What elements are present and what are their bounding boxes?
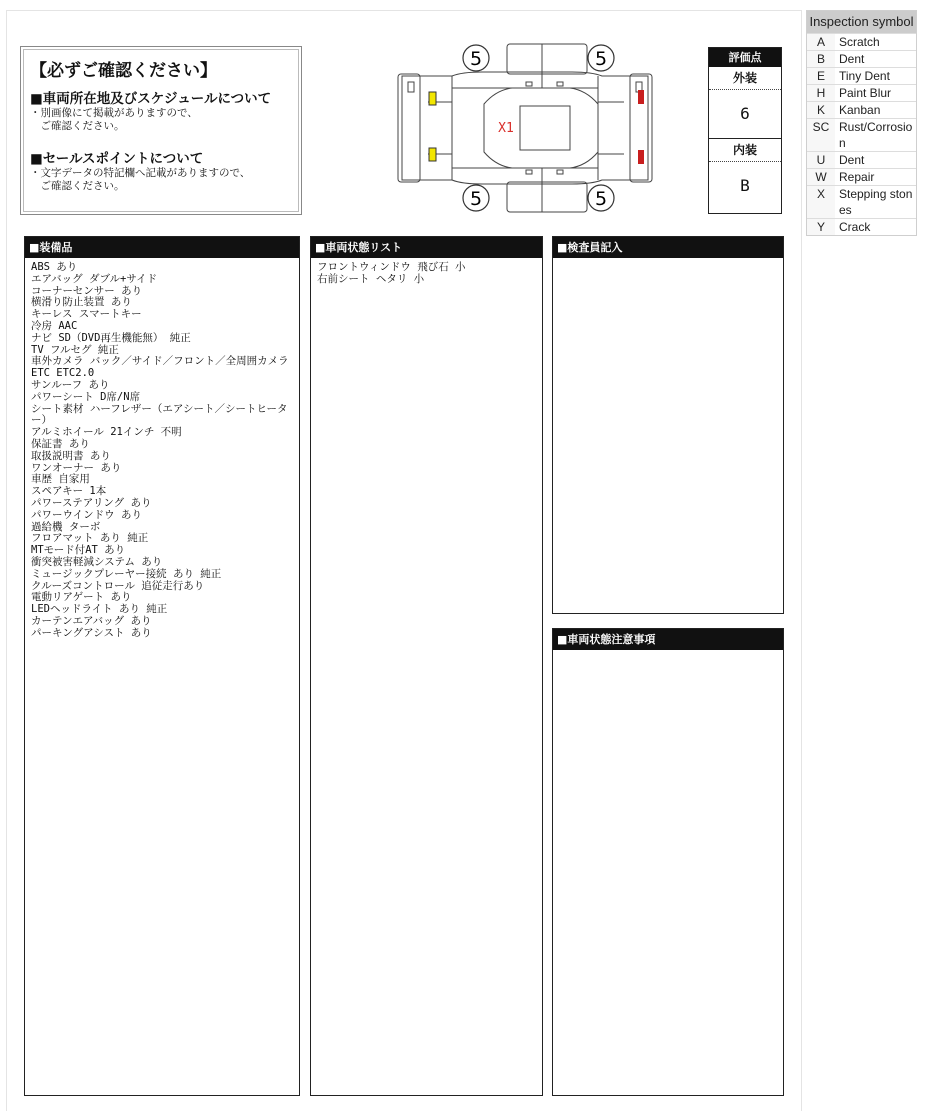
list-item: LEDヘッドライト あり 純正 [31,603,168,616]
legend-name: Crack [839,220,871,234]
rear-left-lamp [638,90,644,104]
grade-box [708,47,782,214]
list-item: スペアキー 1本 [31,485,107,498]
list-item: エアバッグ ダブル+サイド [31,272,158,285]
legend-row [807,118,916,151]
notice-line: ・別画像にて掲載がありますので、 [30,107,198,119]
list-item: シート素材 ハーフレザー（エアシート／シートヒーター） [31,402,288,427]
list-item: MTモード付AT あり [31,544,126,557]
legend-name: Rust/Corrosion [839,120,913,150]
legend-code: B [807,51,835,67]
exterior-label: 外装 [709,67,781,90]
equipment-list [25,258,299,644]
tire-tread-value: 5 [469,188,483,210]
notice-line: ・文字データの特記欄へ記載がありますので、 [30,167,251,179]
legend-row [807,33,916,50]
legend-name: Stepping stones [839,187,913,217]
legend-name: Dent [839,153,865,167]
legend-title: Inspection symbol [807,11,916,33]
legend-code: SC [807,119,835,151]
list-item: 冷房 AAC [31,319,78,332]
condition-notes-title: ■車両状態注意事項 [553,629,783,650]
legend-row [807,50,916,67]
list-item: 衝突被害軽減システム あり [31,555,163,568]
list-item: フロントウィンドウ 飛び石 小 [317,261,466,273]
list-item: 横滑り防止装置 あり [31,296,132,309]
legend-name: Scratch [839,35,880,49]
notice-line: ご確認ください。 [30,120,125,132]
legend-name: Tiny Dent [839,69,890,83]
list-item: サンルーフ あり [31,378,110,391]
exterior-grade: 6 [740,104,750,123]
tire-tread-value: 5 [594,188,608,210]
list-item: 保証書 あり [31,437,90,450]
legend-name: Dent [839,52,865,66]
condition-list-title: ■車両状態リスト [311,237,542,258]
damage-marker-windshield: X1 [498,121,514,136]
legend-code: Y [807,219,835,235]
list-item: TV フルセグ 純正 [31,343,119,356]
legend-row [807,151,916,168]
list-item: パーキングアシスト あり [31,626,152,639]
inspection-symbol-legend [806,10,917,236]
list-item: コーナーセンサー あり [31,284,143,297]
tire-tread-value: 5 [594,48,608,70]
list-item: パワーシート D席/N席 [31,390,141,403]
legend-code: E [807,68,835,84]
condition-list [311,258,542,290]
notice-box [20,46,302,215]
legend-row [807,67,916,84]
front-left-lamp [429,92,436,105]
list-item: ETC ETC2.0 [31,367,95,380]
grade-header: 評価点 [709,48,781,67]
list-item: ミュージックプレーヤー接続 あり 純正 [31,567,222,580]
rear-right-lamp [638,150,644,164]
list-item: パワーウインドウ あり [31,508,143,521]
legend-row [807,84,916,101]
car-damage-diagram [392,42,658,214]
legend-code: K [807,102,835,118]
inspector-notes-panel [552,236,784,614]
notice-section-location: ■車両所在地及びスケジュールについて [30,91,272,107]
legend-name: Kanban [839,103,881,117]
list-item: パワーステアリング あり [31,496,152,509]
list-item: ワンオーナー あり [31,461,122,474]
front-right-lamp [429,148,436,161]
legend-row [807,168,916,185]
interior-grade: B [740,176,750,195]
notice-title: 【必ずご確認ください】 [30,61,217,81]
car-outline [392,42,658,214]
legend-code: H [807,85,835,101]
legend-code: A [807,34,835,50]
list-item: クルーズコントロール 追従走行あり [31,579,205,592]
inspector-notes-title: ■検査員記入 [553,237,783,258]
list-item: 右前シート ヘタリ 小 [317,272,425,285]
list-item: ナビ SD（DVD再生機能無） 純正 [31,331,191,344]
list-item: 過給機 ターボ [31,520,101,533]
legend-row [807,101,916,118]
condition-notes-panel [552,628,784,1096]
list-item: アルミホイール 21インチ 不明 [31,426,182,439]
notice-line: ご確認ください。 [30,180,125,192]
list-item: カーテンエアバッグ あり [31,614,152,627]
equipment-title: ■装備品 [25,237,299,258]
legend-code: X [807,186,835,218]
interior-label: 内装 [709,138,781,162]
legend-name: Paint Blur [839,86,892,100]
legend-code: U [807,152,835,168]
list-item: ABS あり [31,261,78,273]
list-item: 電動リアゲート あり [31,591,132,604]
legend-name: Repair [839,170,875,184]
tire-tread-value: 5 [469,48,483,70]
list-item: 車歴 自家用 [31,473,90,486]
legend-row [807,218,916,235]
equipment-panel [24,236,300,1096]
list-item: フロアマット あり 純正 [31,532,149,545]
list-item: 取扱説明書 あり [31,449,111,462]
condition-list-panel [310,236,543,1096]
legend-code: W [807,169,835,185]
legend-row [807,185,916,218]
notice-section-salespoint: ■セールスポイントについて [30,151,204,167]
list-item: キーレス スマートキー [31,308,142,321]
list-item: 車外カメラ バック／サイド／フロント／全周囲カメラ [31,355,289,368]
